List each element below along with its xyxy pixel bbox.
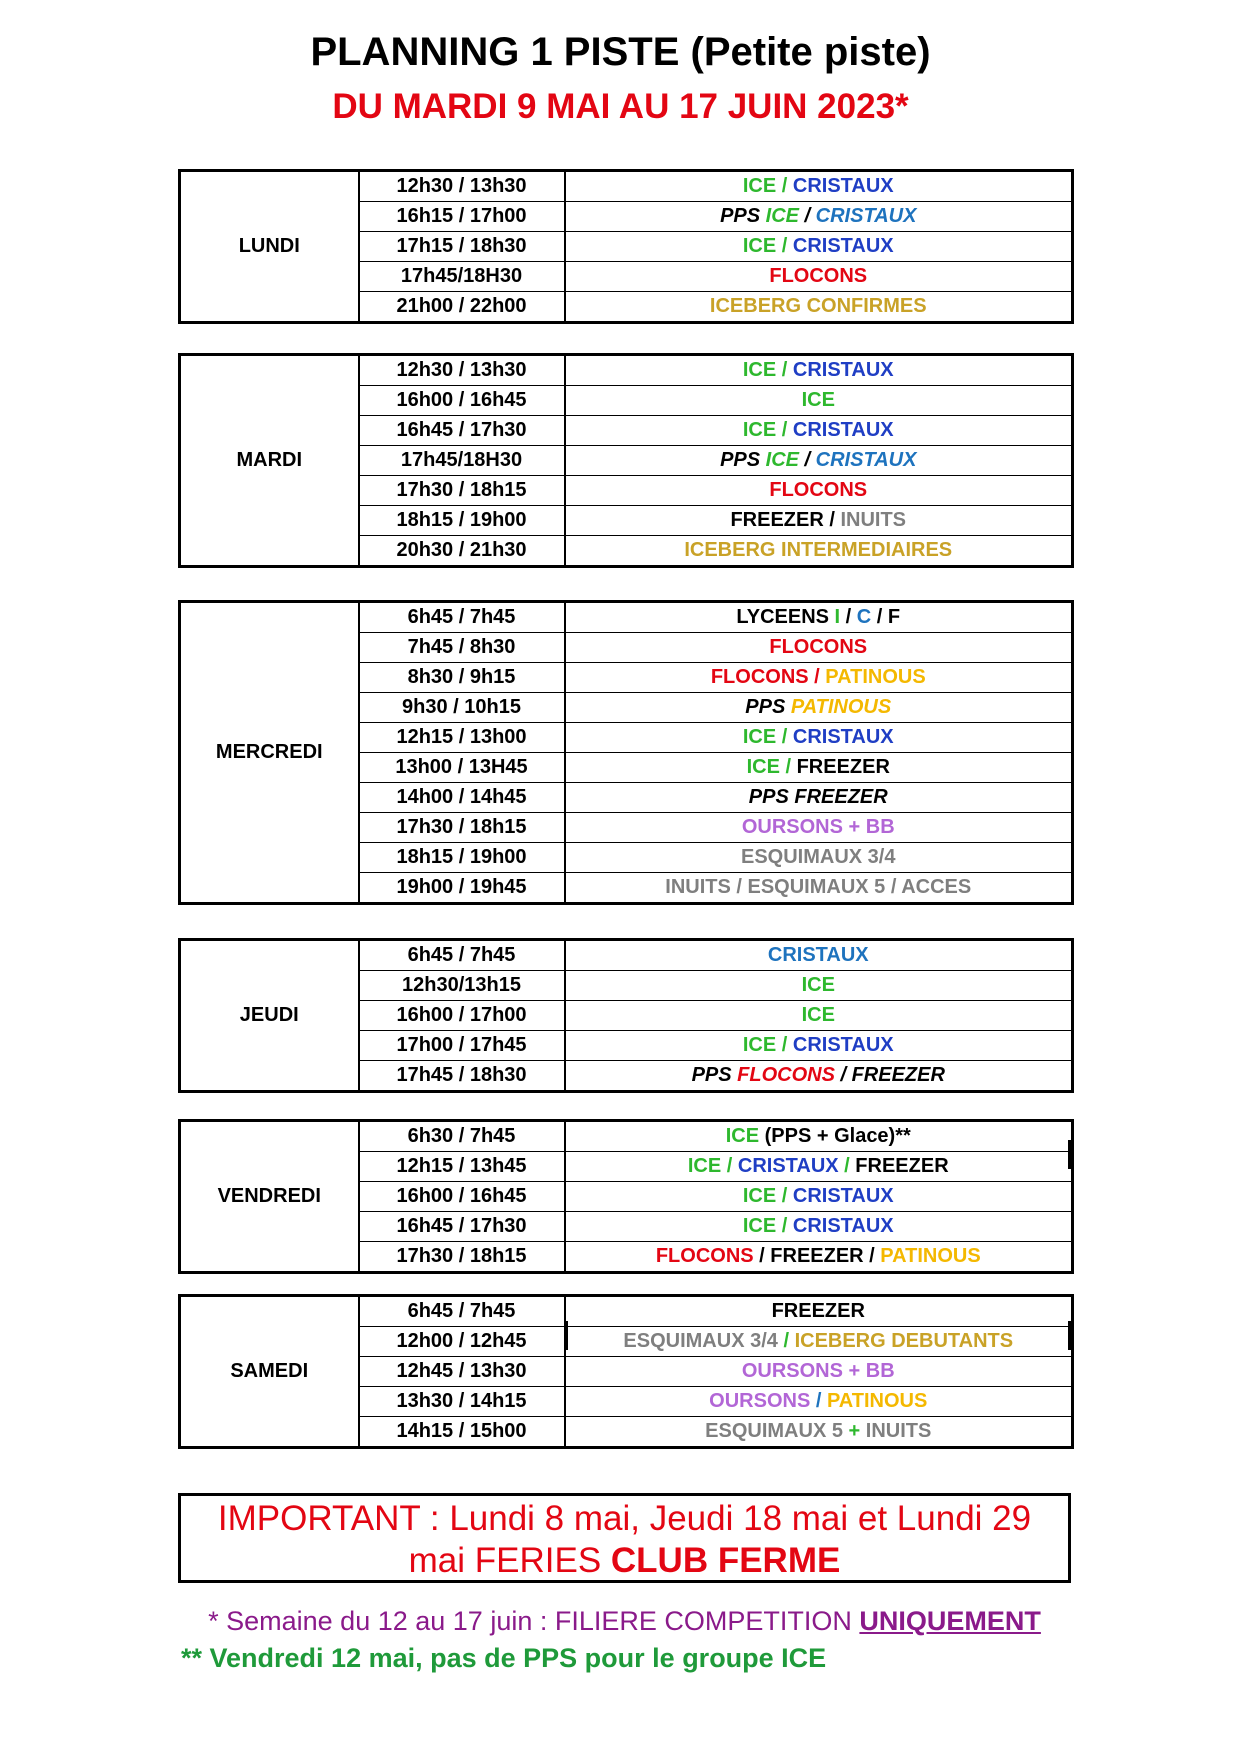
- group-label: FLOCONS: [769, 636, 868, 658]
- group-cell: [565, 416, 1073, 446]
- group-label: INUITS: [840, 509, 907, 531]
- group-label: PPS: [691, 1064, 738, 1086]
- group-label: FREEZER: [730, 509, 824, 531]
- group-cell: [565, 1417, 1073, 1448]
- group-cell: [565, 1357, 1073, 1387]
- time-slot: 7h45 / 8h30: [359, 633, 565, 663]
- time-slot: 17h30 / 18h15: [359, 813, 565, 843]
- spacer-row: [178, 1321, 1071, 1350]
- group-cell: [565, 171, 1073, 202]
- group-label: FREEZER: [855, 1155, 949, 1177]
- group-label: /: [840, 606, 857, 628]
- time-slot: 17h15 / 18h30: [359, 232, 565, 262]
- group-cell: [565, 232, 1073, 262]
- group-label: CRISTAUX: [737, 1155, 839, 1177]
- group-label: /: [721, 1155, 738, 1177]
- important-line-2: mai FERIES CLUB FERME: [408, 1541, 841, 1580]
- group-label: /: [776, 175, 793, 197]
- time-slot: 20h30 / 21h30: [359, 536, 565, 567]
- group-label: / FREEZER /: [753, 1245, 881, 1267]
- group-label: ICE: [742, 419, 777, 441]
- group-cell: [565, 843, 1073, 873]
- note-pps-ice: ** Vendredi 12 mai, pas de PPS pour le groupe ICE: [181, 1643, 827, 1673]
- time-slot: 12h30 / 13h30: [359, 355, 565, 386]
- time-slot: 6h30 / 7h45: [359, 1121, 565, 1152]
- group-cell: [565, 693, 1073, 723]
- time-slot: 16h45 / 17h30: [359, 416, 565, 446]
- group-label: INUITS: [865, 1420, 932, 1442]
- group-label: / F: [871, 606, 901, 628]
- time-slot: 21h00 / 22h00: [359, 292, 565, 323]
- time-slot: 16h00 / 16h45: [359, 386, 565, 416]
- time-slot: 16h00 / 17h00: [359, 1001, 565, 1031]
- group-cell: [565, 1001, 1073, 1031]
- group-label: ICE: [801, 389, 835, 411]
- group-label: ICE: [765, 205, 799, 227]
- group-label: CRISTAUX: [815, 205, 917, 227]
- group-cell: [565, 262, 1073, 292]
- day-table-lundi: [178, 169, 1074, 324]
- time-slot: 17h45/18H30: [359, 446, 565, 476]
- group-cell: [565, 1242, 1073, 1273]
- group-label: CRISTAUX: [815, 449, 917, 471]
- group-label: PATINOUS: [826, 1390, 928, 1412]
- time-slot: 12h30 / 13h30: [359, 171, 565, 202]
- time-slot: 16h15 / 17h00: [359, 202, 565, 232]
- group-label: PPS: [720, 449, 766, 471]
- time-slot: 14h15 / 15h00: [359, 1417, 565, 1448]
- table-row: [180, 940, 1073, 971]
- group-cell: [565, 813, 1073, 843]
- day-label: JEUDI: [180, 940, 359, 1092]
- table-row: [180, 602, 1073, 633]
- group-cell: [565, 1061, 1073, 1092]
- group-label: /: [776, 1034, 793, 1056]
- day-table-jeudi: [178, 938, 1074, 1093]
- group-label: CRISTAUX: [792, 1034, 894, 1056]
- group-label: /: [776, 419, 793, 441]
- day-label: LUNDI: [180, 171, 359, 323]
- group-label: ICE: [725, 1125, 760, 1147]
- group-cell: [565, 536, 1073, 567]
- group-cell: [565, 971, 1073, 1001]
- group-label: ICE: [765, 449, 799, 471]
- day-table-samedi: [178, 1294, 1074, 1449]
- group-label: CRISTAUX: [792, 235, 894, 257]
- group-cell: [565, 476, 1073, 506]
- group-label: ICE: [746, 756, 780, 778]
- group-cell: [565, 1031, 1073, 1061]
- group-label: FLOCONS: [710, 666, 809, 688]
- group-label: +: [842, 1420, 866, 1442]
- group-label: ESQUIMAUX 5: [705, 1420, 843, 1442]
- group-label: CRISTAUX: [792, 1215, 894, 1237]
- time-slot: 17h00 / 17h45: [359, 1031, 565, 1061]
- group-label: ESQUIMAUX 3/4: [741, 846, 896, 868]
- group-label: FLOCONS: [769, 479, 868, 501]
- group-cell: [565, 355, 1073, 386]
- day-table-mercredi: [178, 600, 1074, 905]
- group-label: I: [834, 606, 841, 628]
- group-label: PPS: [745, 696, 791, 718]
- time-slot: 18h15 / 19h00: [359, 843, 565, 873]
- group-cell: [565, 1182, 1073, 1212]
- group-label: /: [823, 509, 841, 531]
- important-notice: [178, 1493, 1071, 1583]
- day-label: VENDREDI: [180, 1121, 359, 1273]
- page-subtitle: DU MARDI 9 MAI AU 17 JUIN 2023*: [332, 87, 909, 126]
- group-label: CRISTAUX: [792, 1185, 894, 1207]
- group-cell: [565, 202, 1073, 232]
- group-label: /: [776, 1185, 793, 1207]
- day-table-mardi: [178, 353, 1074, 568]
- group-label: CRISTAUX: [792, 726, 894, 748]
- group-label: FREEZER: [771, 1300, 865, 1322]
- group-label: /: [799, 449, 816, 471]
- time-slot: 6h45 / 7h45: [359, 1296, 565, 1327]
- group-label: ICE: [742, 175, 777, 197]
- group-label: OURSONS: [709, 1390, 811, 1412]
- time-slot: 16h00 / 16h45: [359, 1182, 565, 1212]
- group-cell: [565, 633, 1073, 663]
- group-label: PATINOUS: [790, 696, 892, 718]
- group-label: /: [776, 359, 793, 381]
- group-label: /: [810, 1390, 827, 1412]
- group-cell: [565, 1212, 1073, 1242]
- group-label: INUITS / ESQUIMAUX 5 / ACCES: [665, 876, 972, 898]
- group-label: ICE: [801, 1004, 835, 1026]
- day-label: MERCREDI: [180, 602, 359, 904]
- time-slot: 9h30 / 10h15: [359, 693, 565, 723]
- time-slot: 13h30 / 14h15: [359, 1387, 565, 1417]
- time-slot: 19h00 / 19h45: [359, 873, 565, 904]
- group-label: FREEZER: [796, 756, 890, 778]
- group-label: ICE: [742, 726, 777, 748]
- group-label: CRISTAUX: [767, 944, 869, 966]
- time-slot: 13h00 / 13H45: [359, 753, 565, 783]
- group-label: /: [776, 726, 793, 748]
- group-label: /: [799, 205, 816, 227]
- group-label: / FREEZER: [834, 1064, 945, 1086]
- group-label: PATINOUS: [825, 666, 926, 688]
- group-label: ICE: [742, 1215, 777, 1237]
- group-label: ICE: [742, 235, 777, 257]
- group-label: ICE: [742, 359, 777, 381]
- day-label: MARDI: [180, 355, 359, 567]
- spacer-row: [178, 1140, 1071, 1169]
- time-slot: 6h45 / 7h45: [359, 940, 565, 971]
- important-line-1: IMPORTANT : Lundi 8 mai, Jeudi 18 mai et Lundi 29: [217, 1499, 1032, 1538]
- table-row: [180, 355, 1073, 386]
- group-cell: [565, 723, 1073, 753]
- time-slot: 17h45 / 18h30: [359, 1061, 565, 1092]
- group-label: ICEBERG INTERMEDIAIRES: [684, 539, 953, 561]
- group-label: OURSONS + BB: [741, 816, 895, 838]
- group-label: FLOCONS: [737, 1064, 835, 1086]
- page-title: PLANNING 1 PISTE (Petite piste): [310, 30, 931, 74]
- group-label: LYCEENS: [736, 606, 835, 628]
- group-cell: [565, 386, 1073, 416]
- group-cell: [565, 292, 1073, 323]
- group-label: PATINOUS: [880, 1245, 981, 1267]
- group-cell: [565, 783, 1073, 813]
- group-label: (PPS + Glace)**: [759, 1125, 911, 1147]
- group-label: CRISTAUX: [792, 419, 894, 441]
- group-cell: [565, 446, 1073, 476]
- note-emphasis: UNIQUEMENT: [859, 1606, 1041, 1636]
- club-closed-label: CLUB FERME: [610, 1541, 841, 1580]
- time-slot: 18h15 / 19h00: [359, 506, 565, 536]
- time-slot: 16h45 / 17h30: [359, 1212, 565, 1242]
- time-slot: 12h15 / 13h45: [359, 1152, 565, 1182]
- time-slot: 12h00 / 12h45: [359, 1327, 565, 1357]
- time-slot: 8h30 / 9h15: [359, 663, 565, 693]
- group-cell: [565, 1387, 1073, 1417]
- day-label: SAMEDI: [180, 1296, 359, 1448]
- time-slot: 17h30 / 18h15: [359, 476, 565, 506]
- group-label: FLOCONS: [655, 1245, 754, 1267]
- time-slot: 14h00 / 14h45: [359, 783, 565, 813]
- group-cell: [565, 506, 1073, 536]
- group-label: ICE: [687, 1155, 722, 1177]
- group-label: /: [776, 235, 793, 257]
- group-label: ICEBERG DEBUTANTS: [794, 1330, 1014, 1352]
- group-label: /: [777, 1330, 795, 1352]
- group-label: /: [779, 756, 797, 778]
- group-label: ICE: [742, 1185, 777, 1207]
- group-label: CRISTAUX: [792, 175, 894, 197]
- time-slot: 17h30 / 18h15: [359, 1242, 565, 1273]
- group-label: C: [856, 606, 872, 628]
- group-label: ICEBERG CONFIRMES: [709, 295, 927, 317]
- group-label: ICE: [742, 1034, 777, 1056]
- group-label: /: [776, 1215, 793, 1237]
- group-cell: [565, 940, 1073, 971]
- time-slot: 6h45 / 7h45: [359, 602, 565, 633]
- group-label: ESQUIMAUX 3/4: [623, 1330, 778, 1352]
- note-competition-week: * Semaine du 12 au 17 juin : FILIERE COMPETITION UNIQUEMENT: [208, 1606, 1041, 1636]
- time-slot: 17h45/18H30: [359, 262, 565, 292]
- time-slot: 12h30/13h15: [359, 971, 565, 1001]
- table-row: [180, 171, 1073, 202]
- group-label: PPS: [720, 205, 766, 227]
- group-label: OURSONS + BB: [741, 1360, 895, 1382]
- group-cell: [565, 873, 1073, 904]
- group-cell: [565, 753, 1073, 783]
- time-slot: 12h15 / 13h00: [359, 723, 565, 753]
- group-label: CRISTAUX: [792, 359, 894, 381]
- group-cell: [565, 602, 1073, 633]
- group-label: /: [838, 1155, 856, 1177]
- time-slot: 12h45 / 13h30: [359, 1357, 565, 1387]
- group-label: /: [808, 666, 826, 688]
- group-label: PPS FREEZER: [748, 786, 888, 808]
- group-label: FLOCONS: [769, 265, 868, 287]
- group-label: ICE: [801, 974, 835, 996]
- group-cell: [565, 663, 1073, 693]
